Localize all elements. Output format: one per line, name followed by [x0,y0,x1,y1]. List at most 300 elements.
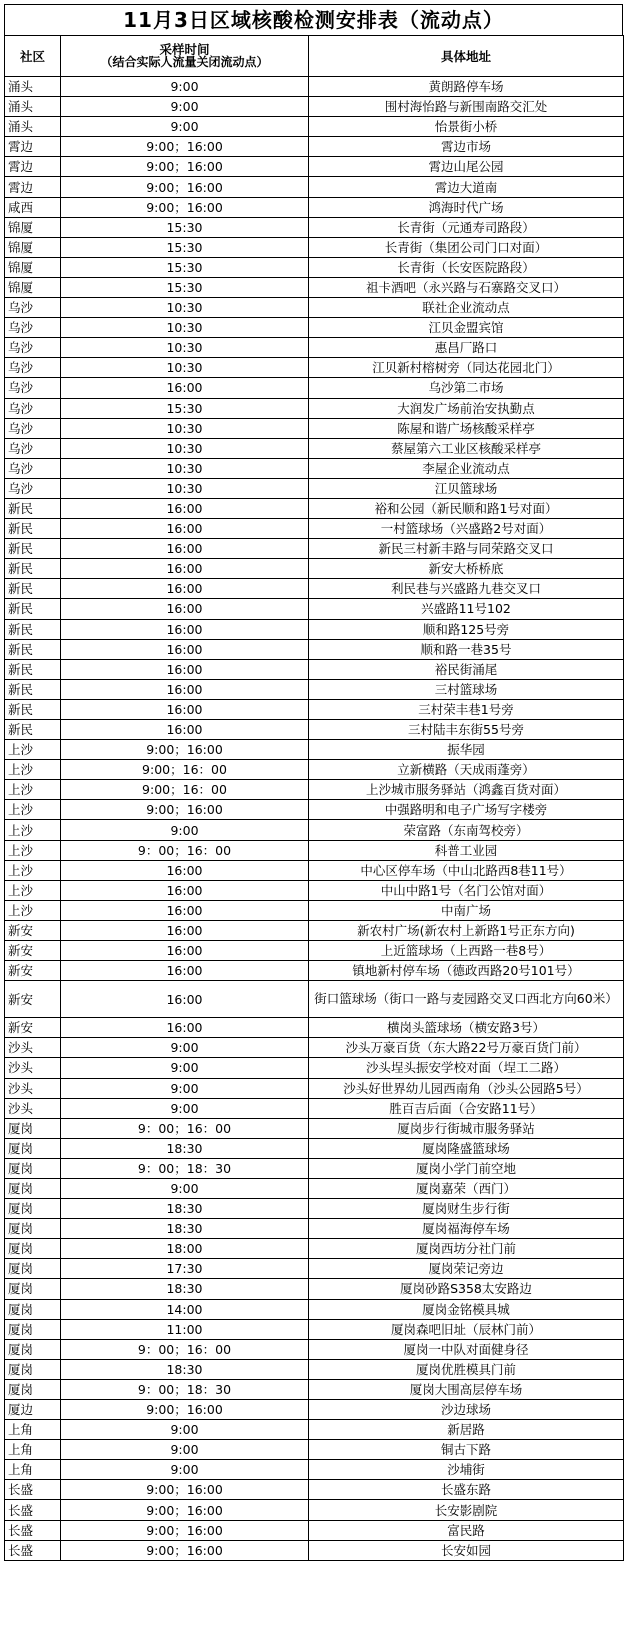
table-row [5,358,624,378]
table-row [5,1058,624,1078]
cell-time: 9:00；16:00 [61,157,309,177]
cell-address: 沙头好世界幼儿园西南角（沙头公园路5号） [309,1078,624,1098]
cell-address: 江贝金盟宾馆 [309,318,624,338]
cell-community: 上沙 [5,820,61,840]
cell-time: 16:00 [61,860,309,880]
cell-address: 新安大桥桥底 [309,559,624,579]
cell-community: 新安 [5,961,61,981]
cell-community: 沙头 [5,1058,61,1078]
cell-community: 厦岗 [5,1118,61,1138]
cell-address: 江贝新村榕树旁（同达花园北门） [309,358,624,378]
cell-community: 咸西 [5,197,61,217]
cell-time: 16:00 [61,579,309,599]
table-row [5,77,624,97]
cell-time: 15:30 [61,398,309,418]
cell-community: 沙头 [5,1038,61,1058]
cell-time: 10:30 [61,478,309,498]
cell-time: 9:00；16:00 [61,1480,309,1500]
cell-time: 16:00 [61,1018,309,1038]
cell-community: 厦岗 [5,1239,61,1259]
cell-community: 新民 [5,639,61,659]
cell-time: 10:30 [61,458,309,478]
cell-address: 中强路明和电子广场写字楼旁 [309,800,624,820]
cell-address: 长青街（集团公司门口对面） [309,237,624,257]
cell-address: 沙头埕头振安学校对面（埕工二路） [309,1058,624,1078]
cell-community: 上沙 [5,740,61,760]
cell-community: 新民 [5,559,61,579]
table-row [5,117,624,137]
table-row [5,579,624,599]
cell-community: 锦厦 [5,257,61,277]
cell-time: 16:00 [61,679,309,699]
cell-address: 上近篮球场（上西路一巷8号） [309,941,624,961]
cell-address: 厦岗嘉荣（西门） [309,1178,624,1198]
table-row [5,1520,624,1540]
cell-community: 厦岗 [5,1359,61,1379]
cell-community: 上沙 [5,800,61,820]
header-time-label: 采样时间 [159,42,210,57]
cell-community: 乌沙 [5,418,61,438]
cell-address: 厦岗荣记旁边 [309,1259,624,1279]
cell-time: 18:30 [61,1219,309,1239]
cell-time: 18:30 [61,1199,309,1219]
table-row [5,699,624,719]
table-row [5,920,624,940]
cell-community: 长盛 [5,1520,61,1540]
cell-time: 9：00；16：00 [61,840,309,860]
cell-address: 沙头万豪百货（东大路22号万豪百货门前） [309,1038,624,1058]
cell-time: 15:30 [61,257,309,277]
cell-time: 9:00；16:00 [61,1400,309,1420]
cell-address: 镇地新村停车场（德政西路20号101号） [309,961,624,981]
cell-community: 上角 [5,1440,61,1460]
table-row [5,559,624,579]
cell-community: 新民 [5,699,61,719]
cell-address: 长盛东路 [309,1480,624,1500]
cell-time: 16:00 [61,880,309,900]
cell-time: 9:00；16:00 [61,800,309,820]
table-row [5,197,624,217]
cell-community: 上沙 [5,840,61,860]
cell-address: 黄朗路停车场 [309,77,624,97]
cell-address: 荣富路（东南驾校旁） [309,820,624,840]
cell-time: 9：00；18：30 [61,1158,309,1178]
table-row [5,1158,624,1178]
cell-time: 16:00 [61,378,309,398]
cell-community: 厦岗 [5,1379,61,1399]
cell-time: 9:00 [61,1420,309,1440]
cell-community: 沙头 [5,1078,61,1098]
cell-address: 横岗头篮球场（横安路3号） [309,1018,624,1038]
table-row [5,398,624,418]
cell-time: 15:30 [61,217,309,237]
cell-time: 16:00 [61,981,309,1018]
cell-time: 18:30 [61,1359,309,1379]
table-row [5,1460,624,1480]
table-row [5,1480,624,1500]
table-row [5,1018,624,1038]
table-row [5,880,624,900]
table-header-row [5,36,624,77]
cell-time: 10:30 [61,438,309,458]
table-row [5,1440,624,1460]
cell-community: 上角 [5,1420,61,1440]
cell-time: 18:00 [61,1239,309,1259]
cell-community: 乌沙 [5,438,61,458]
cell-time: 16:00 [61,599,309,619]
table-row [5,378,624,398]
table-row [5,519,624,539]
table-row [5,941,624,961]
cell-address: 立新横路（天成雨蓬旁） [309,760,624,780]
table-row [5,639,624,659]
cell-community: 乌沙 [5,338,61,358]
cell-address: 长安影剧院 [309,1500,624,1520]
table-row [5,1178,624,1198]
cell-community: 涌头 [5,97,61,117]
cell-address: 中心区停车场（中山北路西8巷11号） [309,860,624,880]
cell-address: 街口篮球场（街口一路与麦园路交叉口西北方向60米） [309,981,624,1018]
cell-time: 9:00 [61,1178,309,1198]
page-title: 11月3日区域核酸检测安排表（流动点） [4,4,623,35]
cell-time: 16:00 [61,559,309,579]
cell-address: 围村海怡路与新围南路交汇处 [309,97,624,117]
cell-community: 厦岗 [5,1158,61,1178]
cell-community: 长盛 [5,1480,61,1500]
table-row [5,1098,624,1118]
schedule-sheet [4,4,623,1561]
table-row [5,418,624,438]
cell-address: 长青街（长安医院路段） [309,257,624,277]
cell-time: 16:00 [61,699,309,719]
cell-time: 14:00 [61,1299,309,1319]
table-row [5,1259,624,1279]
cell-community: 锦厦 [5,277,61,297]
cell-time: 10:30 [61,358,309,378]
cell-community: 厦岗 [5,1339,61,1359]
table-row [5,318,624,338]
header-time [61,36,309,77]
cell-address: 祖卡酒吧（永兴路与石寨路交叉口） [309,277,624,297]
cell-time: 11:00 [61,1319,309,1339]
table-row [5,619,624,639]
cell-address: 富民路 [309,1520,624,1540]
cell-time: 10:30 [61,418,309,438]
cell-time: 9:00 [61,1078,309,1098]
cell-address: 新农村广场(新农村上新路1号正东方向) [309,920,624,940]
cell-community: 厦岗 [5,1178,61,1198]
cell-address: 利民巷与兴盛路九巷交叉口 [309,579,624,599]
cell-time: 9:00 [61,1058,309,1078]
table-row [5,1038,624,1058]
cell-community: 新安 [5,1018,61,1038]
cell-address: 三村陆丰东街55号旁 [309,720,624,740]
cell-community: 乌沙 [5,358,61,378]
cell-community: 上沙 [5,860,61,880]
cell-time: 9:00 [61,1038,309,1058]
cell-address: 惠昌厂路口 [309,338,624,358]
table-row [5,1420,624,1440]
cell-community: 乌沙 [5,298,61,318]
cell-time: 9:00；16:00 [61,177,309,197]
cell-address: 厦岗财生步行街 [309,1199,624,1219]
cell-time: 16:00 [61,941,309,961]
cell-time: 16:00 [61,659,309,679]
cell-time: 10:30 [61,298,309,318]
cell-time: 9:00 [61,117,309,137]
table-row [5,1379,624,1399]
table-row [5,659,624,679]
table-row [5,1359,624,1379]
cell-time: 9：00；16：00 [61,1339,309,1359]
cell-time: 16:00 [61,639,309,659]
table-row [5,157,624,177]
cell-address: 联社企业流动点 [309,298,624,318]
cell-community: 乌沙 [5,478,61,498]
cell-address: 沙埔街 [309,1460,624,1480]
table-row [5,720,624,740]
cell-community: 新民 [5,659,61,679]
cell-address: 三村篮球场 [309,679,624,699]
table-row [5,217,624,237]
table-row [5,679,624,699]
cell-address: 裕民街涌尾 [309,659,624,679]
cell-community: 厦岗 [5,1199,61,1219]
cell-community: 厦岗 [5,1219,61,1239]
cell-address: 厦岗森吧旧址（辰林门前） [309,1319,624,1339]
table-row [5,820,624,840]
cell-community: 霄边 [5,137,61,157]
table-row [5,1279,624,1299]
cell-address: 厦岗隆盛篮球场 [309,1138,624,1158]
cell-time: 9:00；16：00 [61,780,309,800]
cell-time: 9:00 [61,1098,309,1118]
table-row [5,1540,624,1560]
cell-address: 兴盛路11号102 [309,599,624,619]
cell-address: 乌沙第二市场 [309,378,624,398]
table-row [5,1400,624,1420]
cell-community: 上沙 [5,880,61,900]
cell-time: 9:00；16:00 [61,1520,309,1540]
cell-address: 长青街（元通寿司路段） [309,217,624,237]
table-row [5,1138,624,1158]
header-time-note: （结合实际人流量关闭流动点） [100,55,269,69]
cell-time: 9:00 [61,77,309,97]
cell-address: 霄边市场 [309,137,624,157]
table-row [5,780,624,800]
cell-time: 15:30 [61,277,309,297]
cell-time: 9：00；16：00 [61,1118,309,1138]
cell-time: 9:00；16:00 [61,740,309,760]
cell-time: 9:00；16:00 [61,1500,309,1520]
table-row [5,1319,624,1339]
cell-address: 怡景街小桥 [309,117,624,137]
schedule-table [4,35,624,1561]
cell-time: 9:00 [61,1440,309,1460]
cell-address: 厦岗步行街城市服务驿站 [309,1118,624,1138]
cell-time: 16:00 [61,498,309,518]
cell-time: 16:00 [61,920,309,940]
cell-community: 厦岗 [5,1299,61,1319]
cell-time: 16:00 [61,539,309,559]
table-body [5,77,624,1561]
table-row [5,277,624,297]
cell-community: 霄边 [5,157,61,177]
table-row [5,800,624,820]
cell-community: 厦岗 [5,1259,61,1279]
cell-community: 长盛 [5,1540,61,1560]
cell-time: 9:00；16:00 [61,1540,309,1560]
table-row [5,840,624,860]
cell-address: 厦岗小学门前空地 [309,1158,624,1178]
cell-address: 新居路 [309,1420,624,1440]
table-row [5,599,624,619]
cell-community: 新民 [5,519,61,539]
cell-community: 厦边 [5,1400,61,1420]
cell-community: 新民 [5,599,61,619]
table-row [5,900,624,920]
cell-community: 新民 [5,498,61,518]
cell-community: 锦厦 [5,237,61,257]
cell-community: 新安 [5,941,61,961]
cell-community: 厦岗 [5,1319,61,1339]
cell-community: 锦厦 [5,217,61,237]
cell-address: 李屋企业流动点 [309,458,624,478]
cell-community: 长盛 [5,1500,61,1520]
cell-address: 霄边大道南 [309,177,624,197]
cell-address: 江贝篮球场 [309,478,624,498]
cell-address: 厦岗砂路S358太安路边 [309,1279,624,1299]
cell-time: 15:30 [61,237,309,257]
table-row [5,1118,624,1138]
table-row [5,961,624,981]
table-row [5,137,624,157]
cell-time: 9:00 [61,97,309,117]
cell-address: 胜百吉后面（合安路11号） [309,1098,624,1118]
cell-address: 霄边山尾公园 [309,157,624,177]
cell-community: 厦岗 [5,1138,61,1158]
cell-address: 振华园 [309,740,624,760]
cell-time: 16:00 [61,619,309,639]
cell-community: 上角 [5,1460,61,1480]
table-row [5,981,624,1018]
cell-community: 新民 [5,619,61,639]
cell-address: 厦岗金铭模具城 [309,1299,624,1319]
cell-community: 上沙 [5,900,61,920]
table-row [5,539,624,559]
cell-community: 新安 [5,981,61,1018]
table-row [5,298,624,318]
cell-address: 裕和公园（新民顺和路1号对面） [309,498,624,518]
cell-time: 9:00；16:00 [61,197,309,217]
table-row [5,1239,624,1259]
cell-address: 顺和路125号旁 [309,619,624,639]
cell-time: 9:00 [61,820,309,840]
cell-address: 鸿海时代广场 [309,197,624,217]
cell-time: 16:00 [61,961,309,981]
cell-address: 沙边球场 [309,1400,624,1420]
cell-address: 陈屋和谐广场核酸采样亭 [309,418,624,438]
cell-address: 厦岗福海停车场 [309,1219,624,1239]
cell-community: 乌沙 [5,398,61,418]
cell-community: 新民 [5,539,61,559]
table-row [5,860,624,880]
cell-address: 三村荣丰巷1号旁 [309,699,624,719]
cell-time: 9:00；16:00 [61,137,309,157]
cell-time: 18:30 [61,1138,309,1158]
cell-address: 上沙城市服务驿站（鸿鑫百货对面） [309,780,624,800]
cell-time: 17:30 [61,1259,309,1279]
cell-address: 长安如园 [309,1540,624,1560]
table-row [5,1219,624,1239]
table-row [5,1299,624,1319]
cell-time: 16:00 [61,519,309,539]
table-row [5,1078,624,1098]
cell-time: 10:30 [61,338,309,358]
cell-address: 蔡屋第六工业区核酸采样亭 [309,438,624,458]
cell-address: 厦岗一中队对面健身径 [309,1339,624,1359]
table-row [5,760,624,780]
cell-address: 科普工业园 [309,840,624,860]
cell-community: 霄边 [5,177,61,197]
table-row [5,498,624,518]
cell-address: 一村篮球场（兴盛路2号对面） [309,519,624,539]
cell-address: 新民三村新丰路与同荣路交叉口 [309,539,624,559]
cell-community: 涌头 [5,77,61,97]
cell-community: 厦岗 [5,1279,61,1299]
cell-time: 16:00 [61,900,309,920]
table-row [5,1500,624,1520]
cell-community: 新安 [5,920,61,940]
cell-address: 厦岗西坊分社门前 [309,1239,624,1259]
cell-address: 大润发广场前治安执勤点 [309,398,624,418]
table-row [5,237,624,257]
cell-address: 厦岗优胜模具门前 [309,1359,624,1379]
table-row [5,478,624,498]
table-row [5,438,624,458]
cell-address: 中山中路1号（名门公馆对面） [309,880,624,900]
cell-community: 上沙 [5,760,61,780]
cell-community: 乌沙 [5,378,61,398]
cell-community: 新民 [5,679,61,699]
cell-time: 18:30 [61,1279,309,1299]
cell-community: 涌头 [5,117,61,137]
table-row [5,257,624,277]
cell-community: 乌沙 [5,318,61,338]
cell-time: 10:30 [61,318,309,338]
cell-community: 新民 [5,579,61,599]
table-row [5,740,624,760]
header-community: 社区 [5,36,61,77]
table-row [5,458,624,478]
header-address: 具体地址 [309,36,624,77]
cell-address: 中南广场 [309,900,624,920]
cell-time: 16:00 [61,720,309,740]
cell-time: 9：00；18：30 [61,1379,309,1399]
cell-address: 顺和路一巷35号 [309,639,624,659]
cell-time: 9:00；16：00 [61,760,309,780]
cell-time: 9:00 [61,1460,309,1480]
cell-community: 乌沙 [5,458,61,478]
table-row [5,1339,624,1359]
table-row [5,338,624,358]
cell-community: 沙头 [5,1098,61,1118]
cell-address: 厦岗大围高层停车场 [309,1379,624,1399]
cell-address: 铜古下路 [309,1440,624,1460]
cell-community: 新民 [5,720,61,740]
table-row [5,97,624,117]
table-row [5,1199,624,1219]
